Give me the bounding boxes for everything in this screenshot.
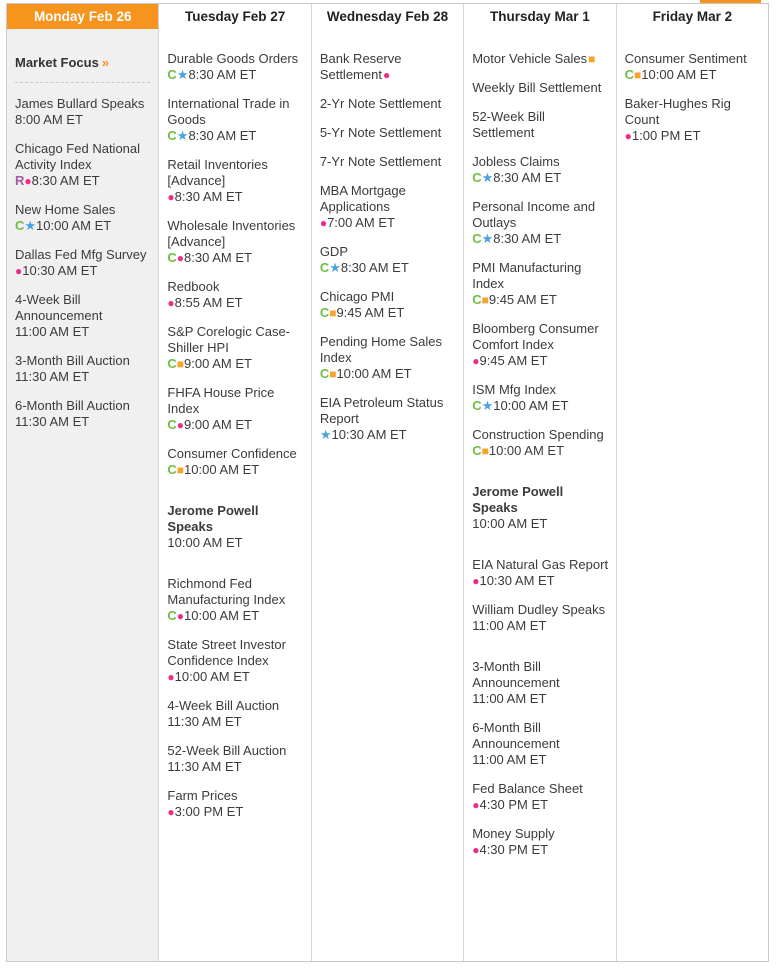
event xyxy=(320,183,457,231)
square-icon: ■ xyxy=(588,52,596,66)
star-icon: ★ xyxy=(329,260,341,275)
event xyxy=(320,96,457,112)
event-name-text: MBA Mortgage Applications xyxy=(319,183,406,214)
event-name-text: ISM Mfg Index xyxy=(472,382,557,397)
dot-icon: ● xyxy=(472,354,480,368)
dot-icon: ● xyxy=(472,843,480,857)
event-time-text: 9:45 AM ET xyxy=(336,305,405,320)
square-icon: ■ xyxy=(329,367,337,381)
event-name[interactable] xyxy=(167,576,304,608)
event xyxy=(167,324,304,372)
event-name[interactable] xyxy=(472,260,609,292)
dot-icon: ● xyxy=(176,609,185,623)
event xyxy=(167,51,304,83)
event-name[interactable] xyxy=(167,385,304,417)
day-header: Tuesday Feb 27 xyxy=(184,9,286,24)
dot-icon: ● xyxy=(176,251,185,265)
event-time xyxy=(15,173,152,189)
consensus-icon: C xyxy=(167,608,177,623)
event-name-text: 5-Yr Note Settlement xyxy=(319,125,442,140)
event-name[interactable] xyxy=(167,698,304,714)
dot-icon: ● xyxy=(624,129,632,143)
event xyxy=(167,743,304,775)
event-name[interactable] xyxy=(472,199,609,231)
event-time xyxy=(167,535,304,551)
consensus-icon: C xyxy=(319,366,330,381)
event xyxy=(320,154,457,170)
event xyxy=(15,353,152,385)
event-name-text: 2-Yr Note Settlement xyxy=(319,96,442,111)
event-name[interactable] xyxy=(15,398,152,414)
event xyxy=(320,334,457,382)
consensus-icon: C xyxy=(472,398,482,413)
event-name-text: Bank Reserve Settlement xyxy=(319,51,402,82)
event-name-text: State Street Investor Confidence Index xyxy=(167,637,286,668)
event-time xyxy=(472,398,609,414)
event-name[interactable] xyxy=(472,321,609,353)
event-time-text: 3:00 PM ET xyxy=(174,804,244,819)
day-header: Wednesday Feb 28 xyxy=(326,9,449,24)
event xyxy=(472,781,609,813)
dot-icon: ● xyxy=(472,798,480,812)
event-name-text: Personal Income and Outlays xyxy=(472,199,596,230)
event-name[interactable] xyxy=(15,353,152,369)
event-time xyxy=(472,618,609,634)
event-name-text: 4-Week Bill Auction xyxy=(167,698,280,713)
event-name[interactable] xyxy=(15,247,152,263)
event xyxy=(625,96,762,144)
event-time xyxy=(167,250,304,266)
dot-icon: ● xyxy=(382,68,391,82)
event-time-text: 11:30 AM ET xyxy=(15,369,90,384)
event-name[interactable] xyxy=(320,395,457,427)
event xyxy=(320,244,457,276)
star-icon: ★ xyxy=(24,218,37,233)
event-time-text: 8:55 AM ET xyxy=(174,295,243,310)
event-name[interactable] xyxy=(472,427,609,443)
event xyxy=(167,446,304,478)
event xyxy=(167,503,304,551)
event-time-text: 10:30 AM ET xyxy=(331,427,407,442)
event-name[interactable] xyxy=(167,279,304,295)
event xyxy=(320,51,457,83)
day-body xyxy=(617,29,768,167)
dot-icon: ● xyxy=(472,574,480,588)
event-name[interactable] xyxy=(167,96,304,128)
event-time-text: 10:00 AM ET xyxy=(167,535,243,550)
event-name-text: Jerome Powell Speaks xyxy=(472,484,564,515)
star-icon: ★ xyxy=(319,427,332,442)
day-header: Friday Mar 2 xyxy=(652,9,733,24)
event-time xyxy=(472,353,609,369)
event xyxy=(167,385,304,433)
event-name-text: James Bullard Speaks xyxy=(15,96,145,111)
event xyxy=(472,154,609,186)
event xyxy=(472,826,609,858)
event-name-text: S&P Corelogic Case-Shiller HPI xyxy=(167,324,290,355)
dot-icon: ● xyxy=(167,296,175,310)
revision-icon: R xyxy=(15,173,25,188)
event xyxy=(15,141,152,189)
event xyxy=(167,96,304,144)
event-time-text: 10:30 AM ET xyxy=(22,263,98,278)
event xyxy=(15,292,152,340)
event-name[interactable] xyxy=(15,141,152,173)
event-name-text: Baker-Hughes Rig Count xyxy=(624,96,731,127)
event xyxy=(472,720,609,768)
event-time xyxy=(472,752,609,768)
event-name[interactable] xyxy=(320,96,457,112)
event-name[interactable] xyxy=(167,446,304,462)
event-time xyxy=(15,263,152,279)
event-name[interactable] xyxy=(320,125,457,141)
event-time xyxy=(167,759,304,775)
event-name-text: 52-Week Bill Auction xyxy=(167,743,287,758)
event-name-text: 6-Month Bill Announcement xyxy=(472,720,560,751)
event xyxy=(167,157,304,205)
event-time xyxy=(15,218,152,234)
day-body xyxy=(464,29,615,881)
event xyxy=(167,576,304,624)
day-body xyxy=(159,29,310,843)
event xyxy=(15,96,152,128)
event xyxy=(472,602,609,634)
day-header: Monday Feb 26 xyxy=(7,4,158,29)
event-time-text: 10:30 AM ET xyxy=(479,573,555,588)
event-name[interactable] xyxy=(167,157,304,189)
event-time-text: 10:00 AM ET xyxy=(493,398,569,413)
event-time xyxy=(167,714,304,730)
dashed-divider xyxy=(15,82,150,83)
event-name-text: Jerome Powell Speaks xyxy=(167,503,259,534)
event xyxy=(320,289,457,321)
event-time-text: 8:30 AM ET xyxy=(184,250,252,265)
event-name[interactable] xyxy=(472,382,609,398)
event-time-text: 9:45 AM ET xyxy=(479,353,548,368)
event-time xyxy=(472,691,609,707)
event-time-text: 8:30 AM ET xyxy=(340,260,409,275)
event-name[interactable] xyxy=(472,484,609,516)
event-name[interactable] xyxy=(472,154,609,170)
event-name[interactable] xyxy=(15,202,152,218)
event-name-text: EIA Petroleum Status Report xyxy=(319,395,444,426)
event-name-text: PMI Manufacturing Index xyxy=(472,260,582,291)
consensus-icon: C xyxy=(319,260,330,275)
event-time xyxy=(472,573,609,589)
event-time xyxy=(625,67,762,83)
event-name-text: Jobless Claims xyxy=(472,154,560,169)
event-name-text: Wholesale Inventories [Advance] xyxy=(167,218,296,249)
event xyxy=(472,80,609,96)
consensus-icon: C xyxy=(167,356,177,371)
event-name-text: William Dudley Speaks xyxy=(472,602,606,617)
consensus-icon: C xyxy=(167,67,177,82)
event-name[interactable] xyxy=(472,109,609,141)
star-icon: ★ xyxy=(481,170,494,185)
event-name-text: 52-Week Bill Settlement xyxy=(472,109,545,140)
event xyxy=(320,125,457,141)
event-time xyxy=(472,842,609,858)
event-time-text: 11:30 AM ET xyxy=(15,414,90,429)
event-time-text: 9:00 AM ET xyxy=(184,356,252,371)
event-time xyxy=(472,516,609,532)
event-name-text: Richmond Fed Manufacturing Index xyxy=(167,576,286,607)
event-time xyxy=(15,112,152,128)
event-time-text: 9:00 AM ET xyxy=(184,417,252,432)
event-time-text: 10:00 AM ET xyxy=(472,516,548,531)
event-time-text: 8:30 AM ET xyxy=(31,173,100,188)
event-time xyxy=(15,414,152,430)
event-name[interactable] xyxy=(167,218,304,250)
event-time-text: 7:00 AM ET xyxy=(327,215,395,230)
event-name[interactable] xyxy=(320,289,457,305)
event-time xyxy=(167,189,304,205)
dot-icon: ● xyxy=(319,216,328,230)
dot-icon: ● xyxy=(15,264,23,278)
star-icon: ★ xyxy=(481,231,494,246)
chevron-right-icon: » xyxy=(101,55,110,70)
event xyxy=(472,51,609,67)
event-time xyxy=(472,797,609,813)
day-column xyxy=(617,4,768,961)
event-name[interactable] xyxy=(15,96,152,112)
event-name[interactable] xyxy=(472,602,609,618)
dot-icon: ● xyxy=(176,418,185,432)
consensus-icon: C xyxy=(167,128,177,143)
event xyxy=(15,247,152,279)
event-time xyxy=(320,305,457,321)
event xyxy=(167,637,304,685)
day-header: Thursday Mar 1 xyxy=(490,9,590,24)
market-focus-link[interactable] xyxy=(15,55,152,70)
event-time xyxy=(167,295,304,311)
event-time xyxy=(472,231,609,247)
event-name-text: Consumer Sentiment xyxy=(624,51,747,66)
event-time-text: 11:00 AM ET xyxy=(472,618,547,633)
event-name[interactable] xyxy=(320,154,457,170)
event-time xyxy=(167,128,304,144)
event-time-text: 9:45 AM ET xyxy=(488,292,557,307)
event xyxy=(472,557,609,589)
dot-icon: ● xyxy=(167,805,175,819)
event-name-text: Consumer Confidence xyxy=(167,446,297,461)
event-name[interactable] xyxy=(472,720,609,752)
square-icon: ■ xyxy=(634,68,642,82)
event-name[interactable] xyxy=(167,637,304,669)
event-name[interactable] xyxy=(472,781,609,797)
event-time-text: 4:30 PM ET xyxy=(479,797,549,812)
event-time xyxy=(320,215,457,231)
day-column xyxy=(159,4,311,961)
event-name[interactable] xyxy=(472,659,609,691)
day-column xyxy=(7,4,159,961)
event-time-text: 11:00 AM ET xyxy=(472,691,547,706)
event-time-text: 8:00 AM ET xyxy=(15,112,83,127)
event xyxy=(167,788,304,820)
event-time xyxy=(167,67,304,83)
event xyxy=(472,382,609,414)
event-time xyxy=(472,443,609,459)
event-time-text: 11:00 AM ET xyxy=(15,324,90,339)
event-name-text: Pending Home Sales Index xyxy=(319,334,442,365)
event-name[interactable] xyxy=(472,51,609,67)
consensus-icon: C xyxy=(472,292,482,307)
event-time-text: 10:00 AM ET xyxy=(36,218,112,233)
event xyxy=(167,279,304,311)
event-name[interactable] xyxy=(625,96,762,128)
event-time-text: 1:00 PM ET xyxy=(631,128,701,143)
consensus-icon: C xyxy=(15,218,25,233)
event xyxy=(472,199,609,247)
day-body xyxy=(312,29,463,466)
event-time xyxy=(472,170,609,186)
event-time xyxy=(167,417,304,433)
event-name[interactable] xyxy=(320,334,457,366)
event-time xyxy=(167,804,304,820)
event-name[interactable] xyxy=(167,324,304,356)
consensus-icon: C xyxy=(167,417,177,432)
day-column xyxy=(312,4,464,961)
event-name-text: Weekly Bill Settlement xyxy=(472,80,602,95)
consensus-icon: C xyxy=(472,443,482,458)
event-name-text: Durable Goods Orders xyxy=(167,51,299,66)
event-name-text: 3-Month Bill Announcement xyxy=(472,659,560,690)
event-name[interactable] xyxy=(167,503,304,535)
event-name-text: International Trade in Goods xyxy=(167,96,290,127)
star-icon: ★ xyxy=(176,67,189,82)
event xyxy=(472,659,609,707)
event-time-text: 10:00 AM ET xyxy=(488,443,565,458)
event-name-text: 3-Month Bill Auction xyxy=(15,353,130,368)
consensus-icon: C xyxy=(167,250,177,265)
event-time xyxy=(320,427,457,443)
event-name[interactable] xyxy=(625,51,762,67)
event-time xyxy=(472,292,609,308)
calendar-board xyxy=(6,3,769,962)
event-name-text: EIA Natural Gas Report xyxy=(472,557,609,572)
square-icon: ■ xyxy=(481,293,489,307)
consensus-icon: C xyxy=(624,67,635,82)
event-name-text: GDP xyxy=(319,244,348,259)
event-time xyxy=(167,608,304,624)
event-name-text: Fed Balance Sheet xyxy=(472,781,583,796)
event-time-text: 11:30 AM ET xyxy=(167,759,242,774)
square-icon: ■ xyxy=(481,444,489,458)
event-name[interactable] xyxy=(167,743,304,759)
event-time-text: 4:30 PM ET xyxy=(479,842,549,857)
event xyxy=(15,202,152,234)
event-name[interactable] xyxy=(320,183,457,215)
event-time xyxy=(167,462,304,478)
event-name-text: FHFA House Price Index xyxy=(167,385,275,416)
event xyxy=(472,321,609,369)
consensus-icon: C xyxy=(167,462,177,477)
event-time-text: 11:00 AM ET xyxy=(472,752,547,767)
event-time-text: 10:00 AM ET xyxy=(184,608,260,623)
consensus-icon: C xyxy=(319,305,330,320)
event-time-text: 10:00 AM ET xyxy=(174,669,250,684)
event xyxy=(15,398,152,430)
event-name-text: Chicago Fed National Activity Index xyxy=(15,141,141,172)
event-time-text: 8:30 AM ET xyxy=(493,170,562,185)
day-column xyxy=(464,4,616,961)
event-name-text: Bloomberg Consumer Comfort Index xyxy=(472,321,599,352)
event-name-text: Money Supply xyxy=(472,826,555,841)
event-time-text: 10:00 AM ET xyxy=(336,366,412,381)
event-name-text: 6-Month Bill Auction xyxy=(15,398,130,413)
consensus-icon: C xyxy=(472,231,482,246)
event-name-text: New Home Sales xyxy=(15,202,116,217)
event-name-text: Motor Vehicle Sales xyxy=(472,51,588,66)
square-icon: ■ xyxy=(176,463,185,477)
event-time xyxy=(320,260,457,276)
event xyxy=(320,395,457,443)
event-name[interactable] xyxy=(167,788,304,804)
event-name[interactable] xyxy=(472,557,609,573)
dot-icon: ● xyxy=(167,190,175,204)
event-time-text: 10:00 AM ET xyxy=(641,67,717,82)
event-name[interactable] xyxy=(15,292,152,324)
event-time-text: 8:30 AM ET xyxy=(174,189,243,204)
event-name-text: Construction Spending xyxy=(472,427,604,442)
event-time-text: 10:00 AM ET xyxy=(184,462,260,477)
market-focus-label: Market Focus xyxy=(15,55,99,70)
event-time xyxy=(320,366,457,382)
event-name[interactable] xyxy=(320,51,457,83)
day-body xyxy=(7,29,158,453)
event-time xyxy=(15,369,152,385)
square-icon: ■ xyxy=(329,306,337,320)
event-time xyxy=(167,356,304,372)
event xyxy=(472,260,609,308)
event-name[interactable] xyxy=(320,244,457,260)
event-name-text: 4-Week Bill Announcement xyxy=(15,292,103,323)
event xyxy=(472,427,609,459)
square-icon: ■ xyxy=(176,357,185,371)
event-name-text: Dallas Fed Mfg Survey xyxy=(15,247,147,262)
event-name-text: Redbook xyxy=(167,279,220,294)
event-time-text: 8:30 AM ET xyxy=(188,128,257,143)
event xyxy=(625,51,762,83)
event xyxy=(167,218,304,266)
event xyxy=(472,484,609,532)
star-icon: ★ xyxy=(481,398,494,413)
event-time xyxy=(167,669,304,685)
event-name[interactable] xyxy=(167,51,304,67)
event-name-text: Chicago PMI xyxy=(319,289,395,304)
dot-icon: ● xyxy=(167,670,175,684)
event-name-text: Farm Prices xyxy=(167,788,238,803)
event-name[interactable] xyxy=(472,80,609,96)
dot-icon: ● xyxy=(24,174,32,188)
event xyxy=(472,109,609,141)
event-name-text: 7-Yr Note Settlement xyxy=(319,154,442,169)
event xyxy=(167,698,304,730)
consensus-icon: C xyxy=(472,170,482,185)
event-time xyxy=(625,128,762,144)
event-time-text: 8:30 AM ET xyxy=(493,231,562,246)
event-name[interactable] xyxy=(472,826,609,842)
star-icon: ★ xyxy=(176,128,189,143)
event-time-text: 11:30 AM ET xyxy=(167,714,242,729)
event-time-text: 8:30 AM ET xyxy=(188,67,257,82)
event-time xyxy=(15,324,152,340)
event-name-text: Retail Inventories [Advance] xyxy=(167,157,268,188)
